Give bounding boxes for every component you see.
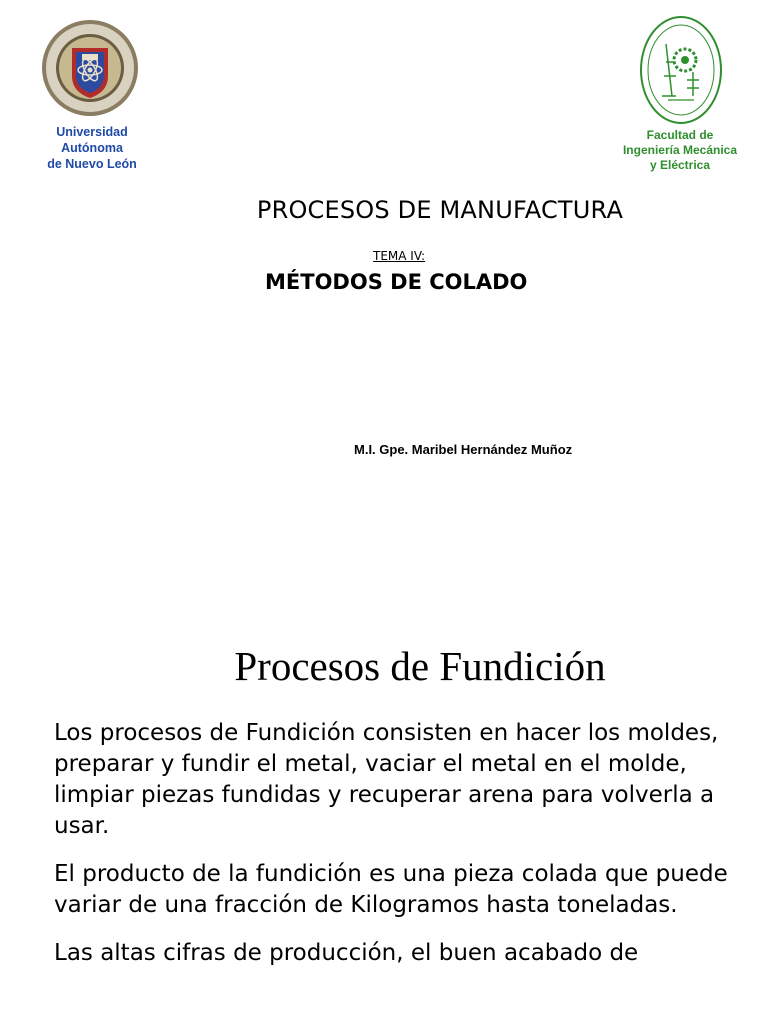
- fime-name-line: Ingeniería Mecánica: [622, 143, 738, 157]
- course-title: PROCESOS DE MANUFACTURA: [256, 196, 624, 224]
- body-paragraph: Los procesos de Fundición consisten en hacer los moldes, preparar y fundir el metal, vaciar el metal en el molde, limpiar piezas fundidas y recuperar arena para volverla a usar.: [54, 720, 719, 839]
- tema-title: MÉTODOS DE COLADO: [265, 270, 528, 294]
- uanl-name-line: de Nuevo León: [47, 157, 137, 171]
- uanl-logo: [30, 18, 154, 172]
- author-name: M.I. Gpe. Maribel Hernández Muñoz: [354, 442, 573, 457]
- uanl-name-line: Autónoma: [61, 141, 123, 155]
- fime-name-line: y Eléctrica: [649, 158, 711, 172]
- tema-label: TEMA IV:: [373, 249, 426, 263]
- slide-title: Procesos de Fundición: [234, 643, 606, 689]
- slide-body: [54, 718, 744, 986]
- fime-seal-icon: [638, 14, 724, 126]
- uanl-name-line: Universidad: [56, 125, 128, 139]
- fime-name: [612, 128, 748, 173]
- body-paragraph: Las altas cifras de producción, el buen acabado de: [54, 940, 639, 966]
- body-paragraph: El producto de la fundición es una pieza colada que puede variar de una fracción de Kilogramos hasta toneladas.: [54, 861, 728, 918]
- uanl-seal-icon: [40, 18, 140, 118]
- content-slide: [0, 630, 768, 1024]
- fime-name-line: Facultad de: [646, 128, 714, 142]
- uanl-name: [30, 124, 154, 172]
- fime-logo: [612, 14, 748, 173]
